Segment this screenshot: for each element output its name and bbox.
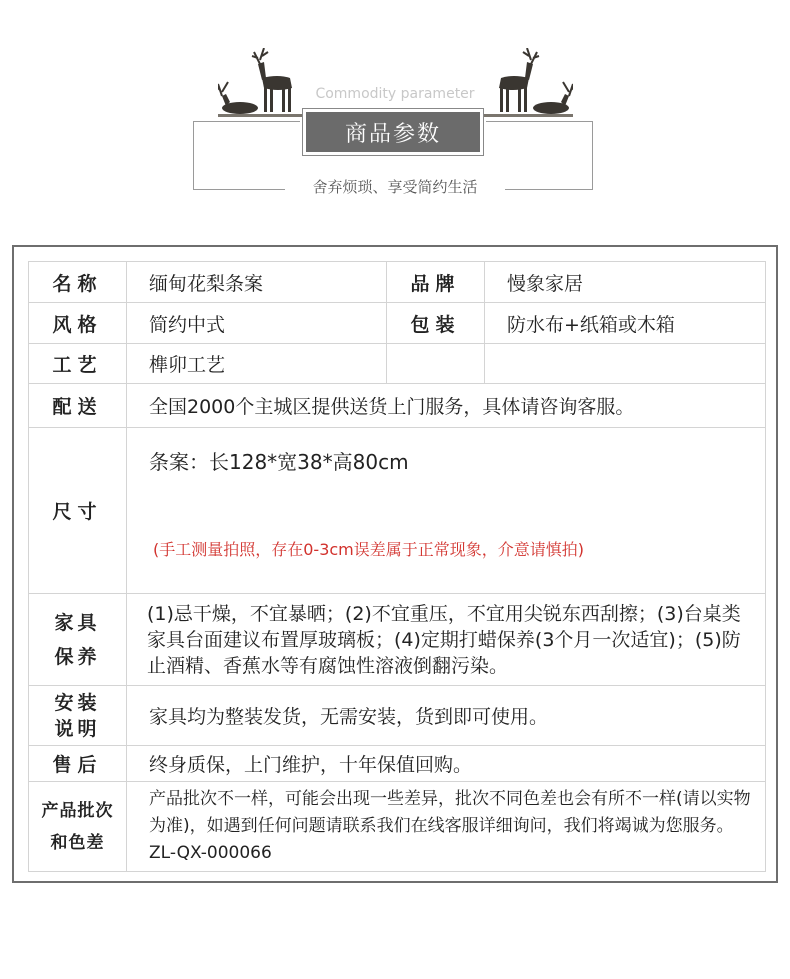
spec-table [28,261,766,872]
empty-cell [485,344,766,384]
table-row [29,782,766,872]
label-style: 风格 [29,303,127,344]
label-install-line2: 说明 [54,717,101,740]
label-packing: 包装 [387,303,485,344]
label-batch-line2: 和色差 [50,832,105,853]
value-packing: 防水布+纸箱或木箱 [485,303,766,344]
label-name: 名称 [29,262,127,303]
header-frame-divider [193,121,300,122]
value-style: 简约中式 [127,303,387,344]
table-row [29,303,766,344]
empty-cell [387,344,485,384]
tagline: 舍弃烦琐、享受简约生活 [285,176,505,198]
table-row [29,686,766,746]
value-install: 家具均为整装发货，无需安装，货到即可使用。 [127,686,766,746]
value-batch: 产品批次不一样，可能会出现一些差异，批次不同色差也会有所不一样(请以实物为准)，如遇到任何问题请联系我们在线客服详细询问，我们将竭诚为您服务。ZL-QX-000066 [127,782,766,872]
label-install-line1: 安装 [54,691,101,714]
value-size: 条案：长128*宽38*高80cm [149,450,409,474]
label-batch [29,782,127,872]
value-care: (1)忌干燥，不宜暴晒；(2)不宜重压，不宜用尖锐东西刮擦；(3)台桌类家具台面建议布置厚玻璃板；(4)定期打蜡保养(3个月一次适宜)；(5)防止酒精、香蕉水等有腐蚀性溶液倒翻污染。 [127,594,766,686]
value-delivery: 全国2000个主城区提供送货上门服务，具体请咨询客服。 [127,384,766,428]
table-row [29,746,766,782]
label-delivery: 配送 [29,384,127,428]
label-care-line2: 保养 [54,645,101,668]
header-frame-divider [486,121,592,122]
label-size: 尺寸 [29,428,127,594]
value-brand: 慢象家居 [485,262,766,303]
header [0,0,790,210]
table-row [29,262,766,303]
label-care-line1: 家具 [54,611,101,634]
label-craft: 工艺 [29,344,127,384]
label-batch-line1: 产品批次 [41,800,114,821]
label-care [29,594,127,686]
value-craft: 榫卯工艺 [127,344,387,384]
label-install [29,686,127,746]
deer-ornament-right-icon [478,48,573,118]
table-row [29,344,766,384]
table-row [29,428,766,594]
value-name: 缅甸花梨条案 [127,262,387,303]
label-aftersale: 售后 [29,746,127,782]
table-row [29,594,766,686]
page-title: 商品参数 [306,112,480,152]
table-row [29,384,766,428]
size-note: (手工测量拍照，存在0-3cm误差属于正常现象，介意请慎拍) [153,540,585,559]
subtitle-english: Commodity parameter [315,86,475,102]
title-box [302,108,484,156]
value-aftersale: 终身质保，上门维护，十年保值回购。 [127,746,766,782]
deer-ornament-left-icon [218,48,313,118]
label-brand: 品牌 [387,262,485,303]
size-cell [127,428,766,594]
